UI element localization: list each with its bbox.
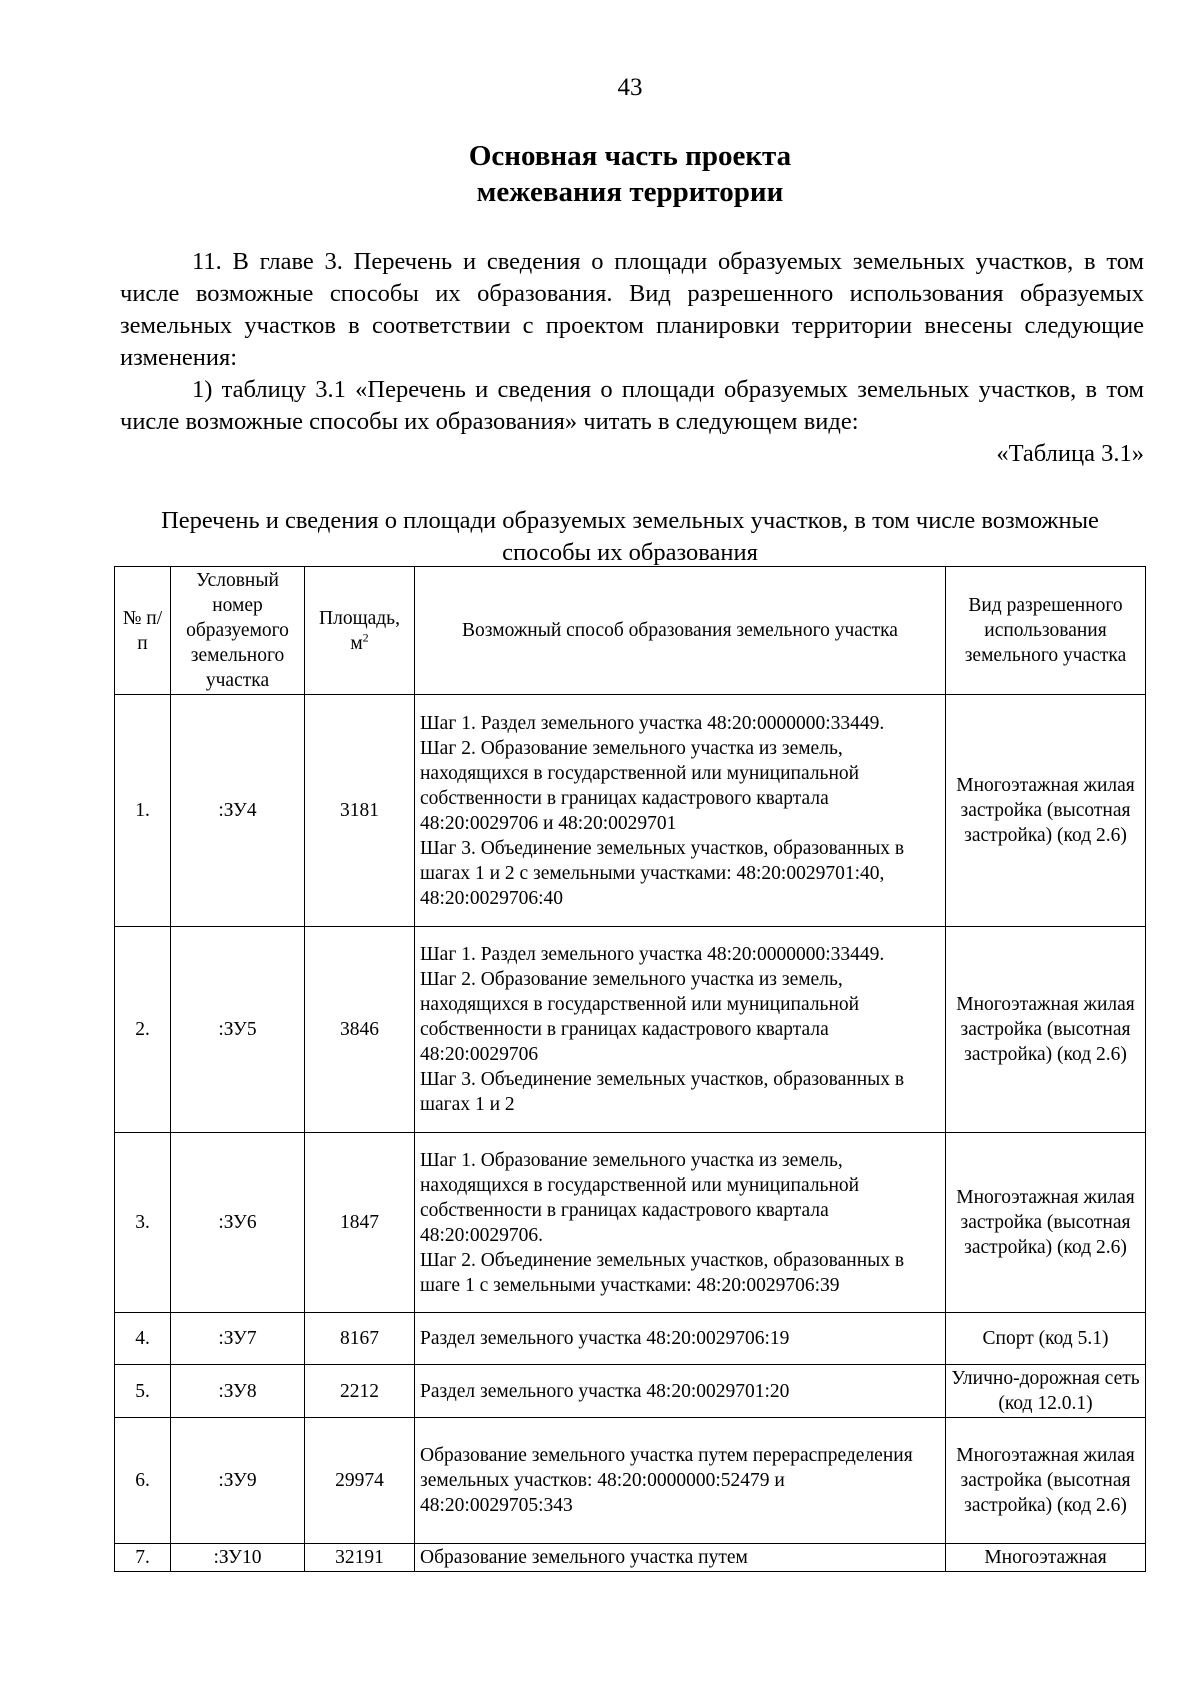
cell-num: 4. bbox=[115, 1313, 171, 1365]
cell-use: Многоэтажная жилая застройка (высотная застройка) (код 2.6) bbox=[946, 1418, 1146, 1544]
document-title bbox=[0, 138, 1200, 210]
cell-use: Многоэтажная жилая застройка (высотная застройка) (код 2.6) bbox=[946, 695, 1146, 927]
body-text bbox=[120, 246, 1144, 470]
header-area-label: Площадь, м bbox=[319, 607, 400, 654]
cell-use: Многоэтажная жилая застройка (высотная застройка) (код 2.6) bbox=[946, 1133, 1146, 1313]
method-step: Шаг 3. Объединение земельных участков, образованных в шагах 1 и 2 bbox=[420, 1069, 905, 1115]
header-method: Возможный способ образования земельного участка bbox=[415, 567, 946, 695]
cell-area: 8167 bbox=[305, 1313, 415, 1365]
cell-use: Многоэтажная жилая застройка (высотная застройка) (код 2.6) bbox=[946, 927, 1146, 1133]
cell-method bbox=[415, 1313, 946, 1365]
table-row bbox=[115, 1133, 1146, 1313]
table-row bbox=[115, 695, 1146, 927]
header-use: Вид разрешенного использования земельного участка bbox=[946, 567, 1146, 695]
cell-method bbox=[415, 1544, 946, 1572]
table-header-row bbox=[115, 567, 1146, 695]
method-step: Шаг 2. Образование земельного участка из земель, находящихся в государственной или муниципальной собственности в границах кадастрового квартала 48:20:0029706 bbox=[420, 969, 860, 1065]
title-line-2: межевания территории bbox=[476, 176, 784, 208]
table-row bbox=[115, 1365, 1146, 1418]
method-step: Раздел земельного участка 48:20:0029706:19 bbox=[420, 1328, 790, 1349]
cell-method bbox=[415, 1133, 946, 1313]
cell-area: 1847 bbox=[305, 1133, 415, 1313]
table-caption: Перечень и сведения о площади образуемых земельных участков, в том числе возможные способы их образования bbox=[161, 507, 1099, 566]
cell-method bbox=[415, 1418, 946, 1544]
table-body bbox=[115, 695, 1146, 1572]
method-step: Шаг 2. Образование земельного участка из земель, находящихся в государственной или муниципальной собственности в границах кадастрового квартала 48:20:0029706 и 48:20:0029701 bbox=[420, 737, 860, 834]
title-line-1: Основная часть проекта bbox=[468, 140, 792, 172]
cell-code: :ЗУ8 bbox=[171, 1365, 305, 1418]
table-row bbox=[115, 1313, 1146, 1365]
cell-area: 2212 bbox=[305, 1365, 415, 1418]
table-row bbox=[115, 1418, 1146, 1544]
land-plots-table bbox=[114, 566, 1146, 1572]
cell-num: 2. bbox=[115, 927, 171, 1133]
cell-code: :ЗУ5 bbox=[171, 927, 305, 1133]
method-step: Шаг 3. Объединение земельных участков, образованных в шагах 1 и 2 с земельными участками: 48:20:0029701:40, 48:20:0029706:40 bbox=[420, 837, 905, 909]
cell-area: 32191 bbox=[305, 1544, 415, 1572]
paragraph-table-instruction: 1) таблицу 3.1 «Перечень и сведения о площади образуемых земельных участков, в том числе возможные способы их образования» читать в следующем виде: bbox=[120, 376, 1144, 435]
method-step: Шаг 1. Раздел земельного участка 48:20:0000000:33449. bbox=[420, 944, 885, 965]
cell-num: 1. bbox=[115, 695, 171, 927]
header-code: Условный номер образуемого земельного участка bbox=[171, 567, 305, 695]
header-area bbox=[305, 567, 415, 695]
cell-code: :ЗУ6 bbox=[171, 1133, 305, 1313]
cell-use: Улично-дорожная сеть (код 12.0.1) bbox=[946, 1365, 1146, 1418]
method-step: Образование земельного участка путем перераспределения земельных участков: 48:20:0000000:52479 и 48:20:0029705:343 bbox=[420, 1445, 913, 1516]
cell-num: 5. bbox=[115, 1365, 171, 1418]
cell-area: 3181 bbox=[305, 695, 415, 927]
cell-code: :ЗУ10 bbox=[171, 1544, 305, 1572]
page-number: 43 bbox=[617, 74, 643, 101]
cell-code: :ЗУ7 bbox=[171, 1313, 305, 1365]
cell-method bbox=[415, 927, 946, 1133]
cell-code: :ЗУ9 bbox=[171, 1418, 305, 1544]
header-area-unit-power: 2 bbox=[362, 630, 369, 644]
cell-use: Многоэтажная bbox=[946, 1544, 1146, 1572]
table-row bbox=[115, 927, 1146, 1133]
method-step: Шаг 1. Образование земельного участка из земель, находящихся в государственной или муниципальной собственности в границах кадастрового квартала 48:20:0029706. bbox=[420, 1149, 860, 1246]
method-step: Шаг 1. Раздел земельного участка 48:20:0000000:33449. bbox=[420, 712, 885, 734]
header-num: № п/п bbox=[115, 567, 171, 695]
table-reference: «Таблица 3.1» bbox=[996, 440, 1144, 467]
paragraph-amendment: 11. В главе 3. Перечень и сведения о площади образуемых земельных участков, в том числе возможные способы их образования. Вид разрешенного использования образуемых земельных участков в соответствии с проектом планировки территории внесены следующие изменения: bbox=[120, 248, 1144, 371]
method-step: Образование земельного участка путем bbox=[420, 1547, 748, 1568]
cell-method bbox=[415, 1365, 946, 1418]
cell-num: 3. bbox=[115, 1133, 171, 1313]
method-step: Раздел земельного участка 48:20:0029701:20 bbox=[420, 1380, 790, 1402]
cell-area: 3846 bbox=[305, 927, 415, 1133]
method-step: Шаг 2. Объединение земельных участков, образованных в шаге 1 с земельными участками: 48:20:0029706:39 bbox=[420, 1249, 905, 1296]
cell-method bbox=[415, 695, 946, 927]
cell-area: 29974 bbox=[305, 1418, 415, 1544]
cell-use: Спорт (код 5.1) bbox=[946, 1313, 1146, 1365]
cell-num: 6. bbox=[115, 1418, 171, 1544]
table-row bbox=[115, 1544, 1146, 1572]
cell-num: 7. bbox=[115, 1544, 171, 1572]
cell-code: :ЗУ4 bbox=[171, 695, 305, 927]
